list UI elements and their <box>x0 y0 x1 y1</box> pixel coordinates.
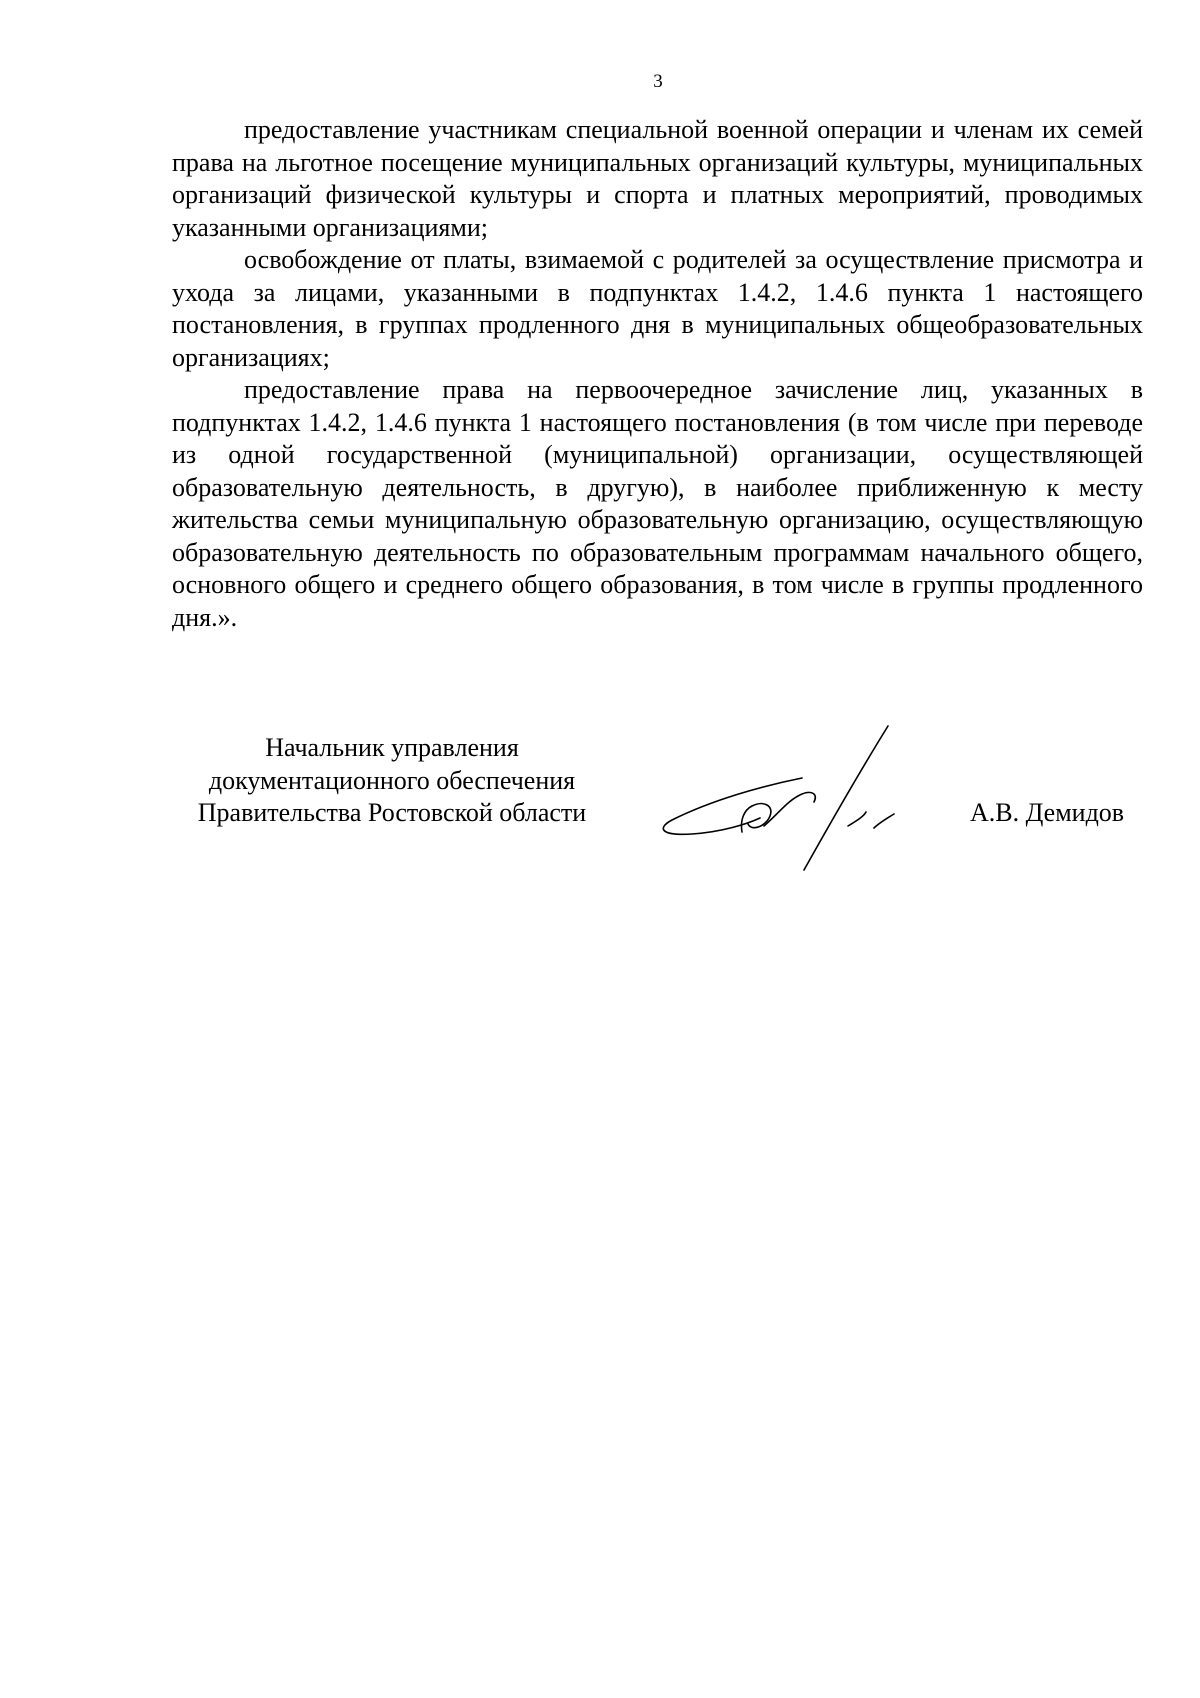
paragraph-fee-exemption: освобождение от платы, взимаемой с родителей за осуществление присмотра и ухода за лицами, указанными в подпунктах 1.4.2, 1.4.6 пункта 1 настоящего постановления, в группах продленного дня в муниципальных общеобразовательных организациях; <box>172 245 1143 372</box>
position-line: документационного обеспечения <box>208 765 576 795</box>
paragraph-cultural-benefits: предоставление участникам специальной военной операции и членам их семей права на льготное посещение муниципальных организаций культуры, муниципальных организаций физической культуры и спорта и платных мероприятий, проводимых указанными организациями; <box>172 115 1143 242</box>
page-number: 3 <box>653 71 663 92</box>
signer-name: А.В. Демидов <box>970 798 1125 827</box>
position-line: Начальник управления <box>265 733 519 762</box>
signatory-position <box>172 732 612 830</box>
position-line: Правительства Ростовской области <box>197 798 587 827</box>
handwritten-signature <box>652 720 942 880</box>
document-body <box>172 114 1143 634</box>
paragraph-priority-enrollment: предоставление права на первоочередное зачисление лиц, указанных в подпунктах 1.4.2, 1.4.6 пункта 1 настоящего постановления (в том числе при переводе из одной государственной (муниципальной) организации, осуществляющей образовательную деятельность, в другую), в наиболее приближенную к месту жительства семьи муниципальную образовательную организацию, осуществляющую образовательную деятельность по образовательным программам начального общего, основного общего и среднего общего образования, в том числе в группы продленного дня.». <box>172 375 1143 632</box>
